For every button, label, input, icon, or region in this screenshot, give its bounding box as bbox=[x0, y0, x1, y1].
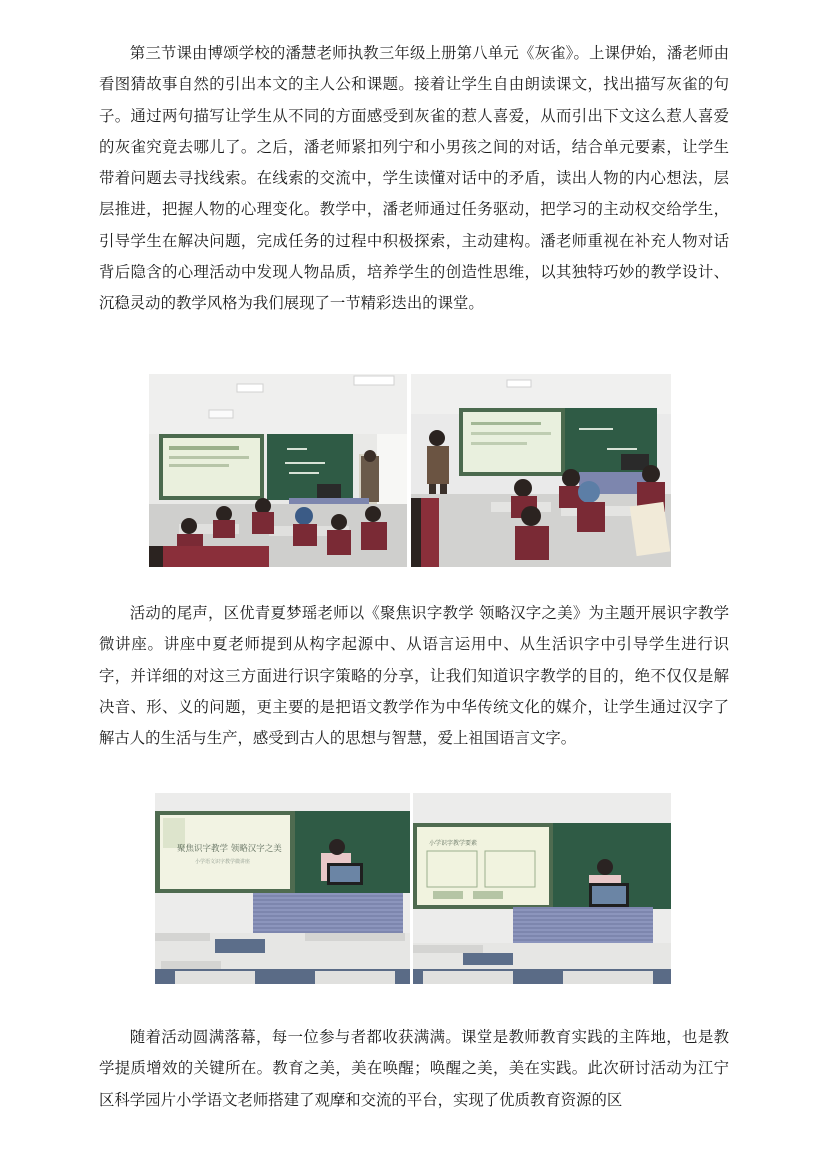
classroom-photo-right bbox=[411, 374, 671, 567]
slide-heading-text: 小学识字教学要素 bbox=[429, 840, 478, 847]
lecture-photo-left bbox=[155, 793, 410, 984]
slide-subtitle-text: 小学语文识字教学微讲座 bbox=[195, 859, 251, 865]
slide-title-text: 聚焦识字教学 领略汉字之美 bbox=[177, 844, 282, 854]
paragraph-lecture-description: 活动的尾声，区优青夏梦瑶老师以《聚焦识字教学 领略汉字之美》为主题开展识字教学微讲座。讲座中夏老师提到从构字起源中、从语言运用中、从生活识字中引导学生进行识字，并详细的对这三方面进行识字策略的分享，让我们知道识字教学的目的，绝不仅仅是解决音、形、义的问题，更主要的是把语文教学作为中华传统文化的媒介，让学生通过汉字了解古人的生活与生产，感受到古人的思想与智慧，爱上祖国语言文字。 bbox=[99, 604, 729, 748]
paragraph-conclusion: 随着活动圆满落幕，每一位参与者都收获满满。课堂是教师教育实践的主阵地，也是教学提质增效的关键所在。教育之美，美在唤醒；唤醒之美，美在实践。此次研讨活动为江宁区科学园片小学语文老师搭建了观摩和交流的平台，实现了优质教育资源的区 bbox=[99, 1028, 729, 1109]
classroom-photo-left bbox=[149, 374, 407, 567]
lecture-photo-right bbox=[413, 793, 671, 984]
paragraph-lesson-description: 第三节课由博颂学校的潘慧老师执教三年级上册第八单元《灰雀》。上课伊始，潘老师由看图猜故事自然的引出本文的主人公和课题。接着让学生自由朗读课文，找出描写灰雀的句子。通过两句描写让学生从不同的方面感受到灰雀的惹人喜爱，从而引出下文这么惹人喜爱的灰雀究竟去哪儿了。之后，潘老师紧扣列宁和小男孩之间的对话，结合单元要素，让学生带着问题去寻找线索。在线索的交流中，学生读懂对话中的矛盾，读出人物的内心想法，层层推进，把握人物的心理变化。教学中，潘老师通过任务驱动，把学习的主动权交给学生，引导学生在解决问题，完成任务的过程中积极探索，主动建构。潘老师重视在补充人物对话背后隐含的心理活动中发现人物品质，培养学生的创造性思维，以其独特巧妙的教学设计、沉稳灵动的教学风格为我们展现了一节精彩迭出的课堂。 bbox=[99, 44, 729, 313]
